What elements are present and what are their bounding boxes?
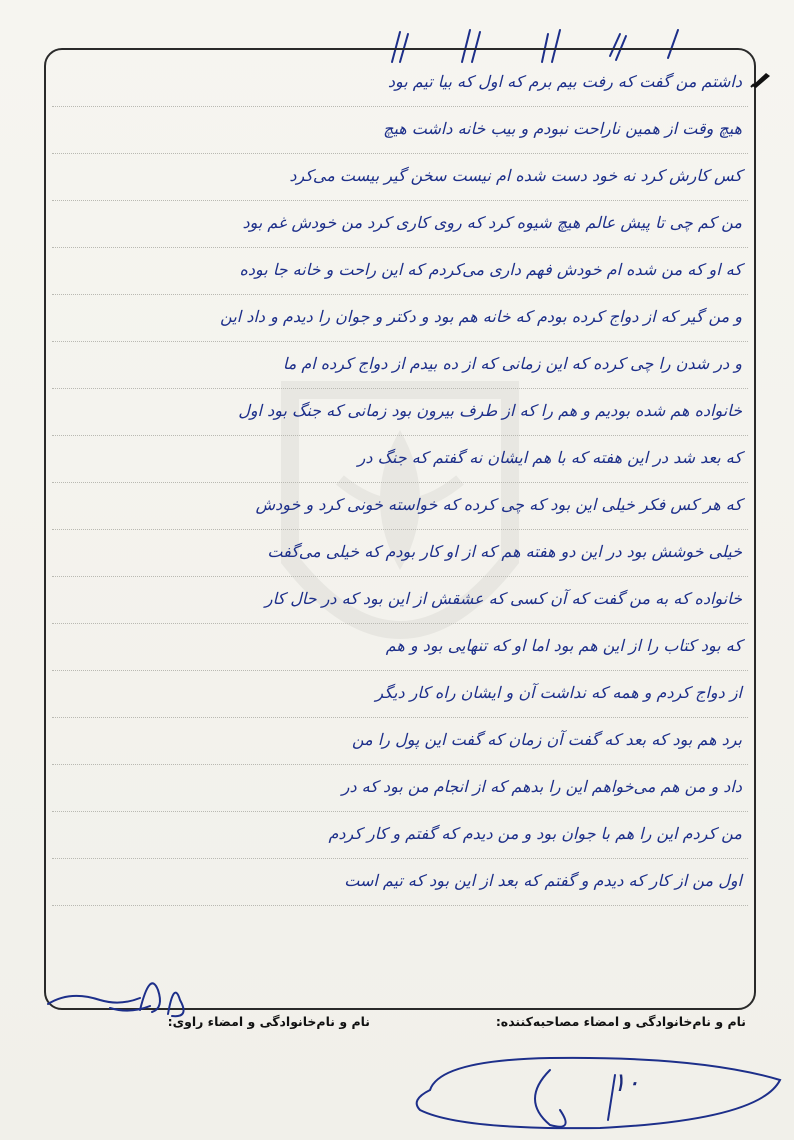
handwritten-line: و من گیر که از دواج کرده بودم که خانه هم بود و دکتر و جوان را دیدم و داد این	[52, 295, 748, 342]
handwritten-line: هیچ وقت از همین ناراحت نبودم و بیب خانه داشت هیچ	[52, 107, 748, 154]
handwritten-line: و در شدن را چی کرده که این زمانی که از ده بیدم از دواج کرده ام ما	[52, 342, 748, 389]
handwritten-line: کس کارش کرد نه خود دست شده ام نیست سخن گیر بیست می‌کرد	[52, 154, 748, 201]
handwritten-line: خیلی خوشش بود در این دو هفته هم که از او کار بودم که خیلی می‌گفت	[52, 530, 748, 577]
handwritten-line: که او که من شده ام خودش فهم داری می‌کردم که این راحت و خانه جا بوده	[52, 248, 748, 295]
handwritten-line: من کردم این را هم با جوان بود و من دیدم که گفتم و کار کردم	[52, 812, 748, 859]
interviewer-signature	[400, 1040, 790, 1135]
page-number: ۱۰	[612, 1068, 640, 1098]
handwritten-line: که بعد شد در این هفته که با هم ایشان نه گفتم که جنگ در	[52, 436, 748, 483]
handwritten-line: که هر کس فکر خیلی این بود که چی کرده که خواسته خونی کرد و خودش	[52, 483, 748, 530]
handwritten-line: از دواج کردم و همه که نداشت آن و ایشان راه کار دیگر	[52, 671, 748, 718]
handwritten-line: که بود کتاب را از این هم بود اما او که تنهایی بود و هم	[52, 624, 748, 671]
handwritten-line: برد هم بود که بعد که گفت آن زمان که گفت این پول را من	[52, 718, 748, 765]
handwritten-line: خانواده که به من گفت که آن کسی که عشقش از این بود که در حال کار	[52, 577, 748, 624]
handwritten-line: اول من از کار که دیدم و گفتم که بعد از این بود که تیم است	[52, 859, 748, 906]
handwritten-line: داشتم من گفت که رفت بیم برم که اول که بیا تیم بود	[52, 60, 748, 107]
narrator-signature-label: نام و نام‌خانوادگی و امضاء راوی:	[167, 1014, 370, 1029]
handwritten-lines	[44, 48, 756, 1010]
narrator-signature	[40, 960, 200, 1020]
handwritten-line: من کم چی تا پیش عالم هیچ شیوه کرد که روی کاری کرد من خودش غم بود	[52, 201, 748, 248]
handwritten-line: داد و من هم می‌خواهم این را بدهم که از انجام من بود که در	[52, 765, 748, 812]
interviewer-signature-label: نام و نام‌خانوادگی و امضاء مصاحبه‌کننده:	[495, 1014, 746, 1029]
handwritten-line: خانواده هم شده بودیم و هم را که از طرف بیرون بود زمانی که جنگ بود اول	[52, 389, 748, 436]
